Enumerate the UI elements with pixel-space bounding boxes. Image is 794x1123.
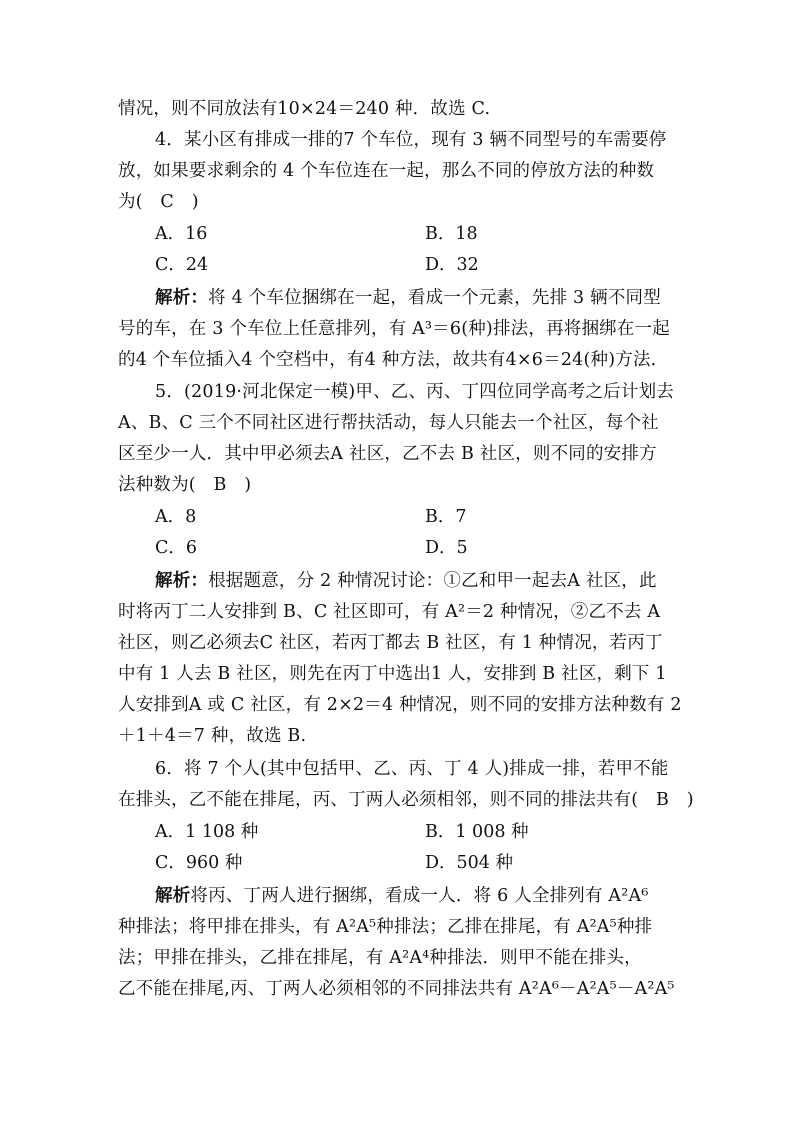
question-5-stem: 5．(2019·河北保定一模)甲、乙、丙、丁四位同学高考之后计划去	[155, 382, 674, 402]
explanation-text: 将丙、丁两人进行捆绑，看成一人．将 6 人全排列有 A²A⁶	[190, 886, 649, 906]
q6-explanation	[155, 881, 678, 912]
text-line: 法种数为( B )	[118, 475, 252, 495]
q5-explanation	[155, 566, 678, 597]
text-line: 社区，则乙必须去C 社区，若丙丁都去 B 社区，有 1 种情况，若丙丁	[118, 633, 663, 653]
text-line: 时将丙丁二人安排到 B、C 社区即可，有 A²＝2 种情况，②乙不去 A	[118, 602, 661, 622]
text-line: 人安排到A 或 C 社区，有 2×2＝4 种情况，则不同的安排方法种数有 2	[118, 695, 682, 715]
text-line: 号的车，在 3 个车位上任意排列，有 A³＝6(种)排法，再将捆绑在一起	[118, 319, 670, 339]
q4-explanation	[155, 283, 678, 314]
explanation-label: 解析：	[155, 571, 209, 591]
text-line: 在排头，乙不能在排尾，丙、丁两人必须相邻，则不同的排法共有( B )	[118, 790, 694, 810]
explanation-label: 解析：	[155, 288, 209, 308]
q4-option-b: B．18	[425, 224, 478, 244]
text-line: ＋1＋4＝7 种，故选 B.	[118, 726, 307, 746]
text-line: 乙不能在排尾,丙、丁两人必须相邻的不同排法共有 A²A⁶－A²A⁵－A²A⁵	[118, 979, 675, 999]
text-line: A、B、C 三个不同社区进行帮扶活动，每人只能去一个社区，每个社	[118, 413, 659, 433]
text-line: 中有 1 人去 B 社区，则先在丙丁中选出1 人，安排到 B 社区，剩下 1	[118, 664, 667, 684]
text-line: 种排法；将甲排在排头，有 A²A⁵种排法；乙排在排尾，有 A²A⁵种排	[118, 917, 653, 937]
q4-option-c: C．24	[155, 255, 209, 275]
q4-option-d: D．32	[425, 255, 479, 275]
text-line: 法；甲排在排头，乙排在排尾，有 A²A⁴种排法．则甲不能在排头，	[118, 948, 642, 968]
q6-option-a: A．1 108 种	[155, 822, 259, 842]
q4-option-a: A．16	[155, 224, 208, 244]
text-line: 的4 个车位插入4 个空档中，有4 种方法，故共有4×6＝24(种)方法．	[118, 350, 669, 370]
text-line: 区至少一人．其中甲必须去A 社区，乙不去 B 社区，则不同的安排方	[118, 444, 657, 464]
q6-option-d: D．504 种	[425, 853, 513, 873]
explanation-label: 解析	[155, 886, 191, 906]
question-6-stem: 6．将 7 个人(其中包括甲、乙、丙、丁 4 人)排成一排，若甲不能	[155, 759, 669, 779]
explanation-text: 将 4 个车位捆绑在一起，看成一个元素，先排 3 辆不同型	[208, 288, 661, 308]
text-line: 为( C )	[118, 192, 199, 212]
q5-option-b: B．7	[425, 507, 467, 527]
q6-option-c: C．960 种	[155, 853, 243, 873]
text-line: 情况，则不同放法有10×24＝240 种．故选 C.	[118, 99, 491, 119]
question-4-stem: 4．某小区有排成一排的7 个车位，现有 3 辆不同型号的车需要停	[155, 130, 667, 150]
q5-option-a: A．8	[155, 507, 197, 527]
text-line: 放，如果要求剩余的 4 个车位连在一起，那么不同的停放方法的种数	[118, 161, 655, 181]
q6-option-b: B．1 008 种	[425, 822, 529, 842]
explanation-text: 根据题意，分 2 种情况讨论：①乙和甲一起去A 社区，此	[208, 571, 657, 591]
q5-option-d: D．5	[425, 538, 468, 558]
q5-option-c: C．6	[155, 538, 198, 558]
